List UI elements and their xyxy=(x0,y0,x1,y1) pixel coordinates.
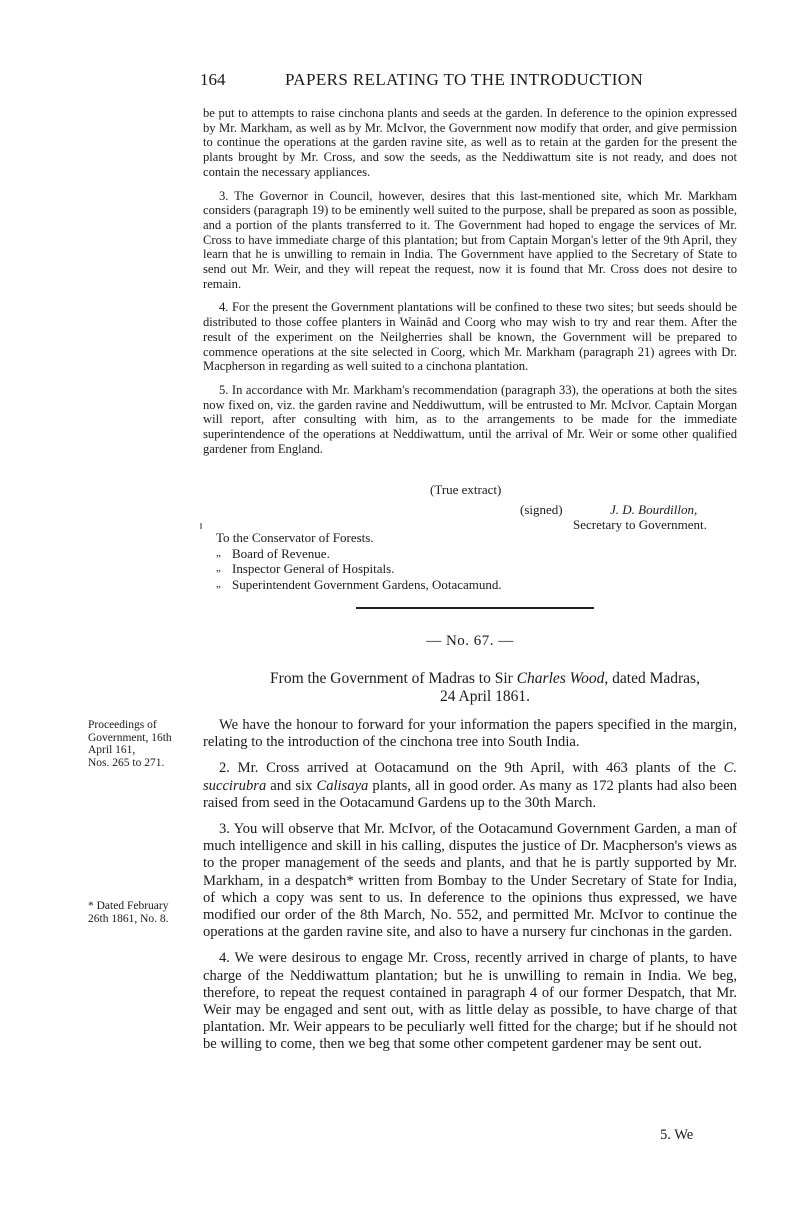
catchword: 5. We xyxy=(660,1127,694,1143)
heading-text: , dated Madras, xyxy=(604,670,700,687)
heading-text: From the Government of Madras to Sir xyxy=(270,670,517,687)
margin-line: 26th 1861, No. 8. xyxy=(88,912,169,925)
recipient: „ Inspector General of Hospitals. xyxy=(216,561,502,577)
paragraph: We have the honour to forward for your information the papers specified in the margin, relating to the introduction of the cinchona tree into South India. xyxy=(203,717,737,751)
paragraph: be put to attempts to raise cinchona plants and seeds at the garden. In deference to the opinion expressed by Mr. Markham, as well as by Mr. McIvor, the Government now modify that order, and give permission to continue the operations at the garden ravine site, as well as to retain at the garden for the present the plants brought by Mr. Cross, and sow the seeds, as the Neddiwattum site is not ready, and does not contain the necessary appliances. xyxy=(203,106,737,179)
text-run: 2. Mr. Cross arrived at Ootacamund on the 9th April, with 463 plants of the xyxy=(219,760,724,777)
page-number: 164 xyxy=(200,70,226,89)
addressee-name: Charles Wood xyxy=(516,670,605,687)
true-extract: (True extract) xyxy=(430,482,502,497)
recipient: „ Board of Revenue. xyxy=(216,546,502,562)
margin-note-footnote xyxy=(88,900,198,925)
margin-line: Government, 16th xyxy=(88,731,172,744)
margin-line: April 161, xyxy=(88,744,136,756)
paragraph xyxy=(203,760,737,812)
text-run: and six xyxy=(266,777,317,794)
extract-body xyxy=(203,106,737,456)
signatory-role: Secretary to Government. xyxy=(573,517,707,532)
heading-line-2: 24 April 1861. xyxy=(440,688,530,705)
text-run: plants, all in good order. As many as 172 plants had also been raised from seed in the Ootacamund Gardens up to the 30th March. xyxy=(203,777,737,811)
recipients-list xyxy=(216,530,502,592)
margin-line: Proceedings of xyxy=(88,719,157,731)
margin-line: Nos. 265 to 271. xyxy=(88,756,165,769)
paragraph: 4. For the present the Government plantations will be confined to these two sites; but seeds should be distributed to those coffee planters in Wainâd and Coorg who may wish to try and rear them. After the result of the experiment on the Neilgherries shall be known, the Government will be prepared to commence operations at the site selected in Coorg, which Mr. Markham (paragraph 21) agrees with Dr. Macpherson in regarding as well suited to a cinchona plantation. xyxy=(203,300,737,374)
paragraph: 3. The Governor in Council, however, desires that this last-mentioned site, which Mr. Markham considers (paragraph 19) to be eminently well suited to the purpose, shall be prepared as soon as possible, and a portion of the plants transferred to it. The Government had hoped to engage the services of Mr. Cross to have immediate charge of this plantation; but from Captain Morgan's letter of the 9th April, they learn that he is unwilling to remain in India. The Government have applied to the Secretary of State to send out Mr. Weir, and they will repeat the request, now it is found that Mr. Cross does not desire to remain. xyxy=(203,188,737,291)
recipient: To the Conservator of Forests. xyxy=(216,530,374,545)
heading-line-1 xyxy=(225,670,745,688)
paragraph: 4. We were desirous to engage Mr. Cross, recently arrived in charge of plants, to have charge of the Neddiwattum plantation; but he is unwilling to remain in India. We beg, therefore, to repeat the request contained in paragraph 4 of our former Despatch, that Mr. Weir may be engaged and sent out, with as little delay as possible, to have charge of that plantation. Mr. Weir appears to be peculiarly well fitted for the charge; but if he should not be willing to come, then we beg that some other competent gardener may be sent out. xyxy=(203,950,737,1053)
signed-note: (signed) xyxy=(520,502,563,517)
stray-mark xyxy=(200,523,202,529)
section-divider xyxy=(356,607,594,609)
species-name: C. succirubra xyxy=(203,760,737,794)
document-heading xyxy=(225,670,745,706)
margin-note-proceedings xyxy=(88,719,198,769)
signatory-name: J. D. Bourdillon, xyxy=(610,502,698,517)
recipient: „ Superintendent Government Gardens, Ootacamund. xyxy=(216,577,502,593)
paragraph: 5. In accordance with Mr. Markham's recommendation (paragraph 33), the operations at both the sites now fixed on, viz. the garden ravine and Neddiwuttum, will be entrusted to Mr. McIvor. Captain Morgan will report, after consulting with him, as to the arrangements to be made for the immediate superintendence of the operations at Neddiwattum, until the arrival of Mr. Weir or some other qualified gardener from England. xyxy=(203,382,737,456)
running-title: PAPERS RELATING TO THE INTRODUCTION xyxy=(285,70,644,89)
species-name: Calisaya xyxy=(316,777,369,794)
document-number: — No. 67. — xyxy=(426,633,514,649)
margin-line: * Dated February xyxy=(88,900,169,912)
paragraph: 3. You will observe that Mr. McIvor, of the Ootacamund Government Garden, a man of much intelligence and skill in his calling, disputes the justice of Dr. Macpherson's views as to the proper management of the seeds and plants, and that he is partly supported by Mr. Markham, in a despatch* written from Bombay to the Under Secretary of State for India, of which a copy was sent to us. In deference to the opinions thus expressed, we have modified our order of the 8th March, No. 552, and permitted Mr. McIvor to continue the operations at the garden ravine site, and also to have a nursery fur cinchonas in the garden. xyxy=(203,821,737,941)
despatch-body xyxy=(203,717,737,1054)
